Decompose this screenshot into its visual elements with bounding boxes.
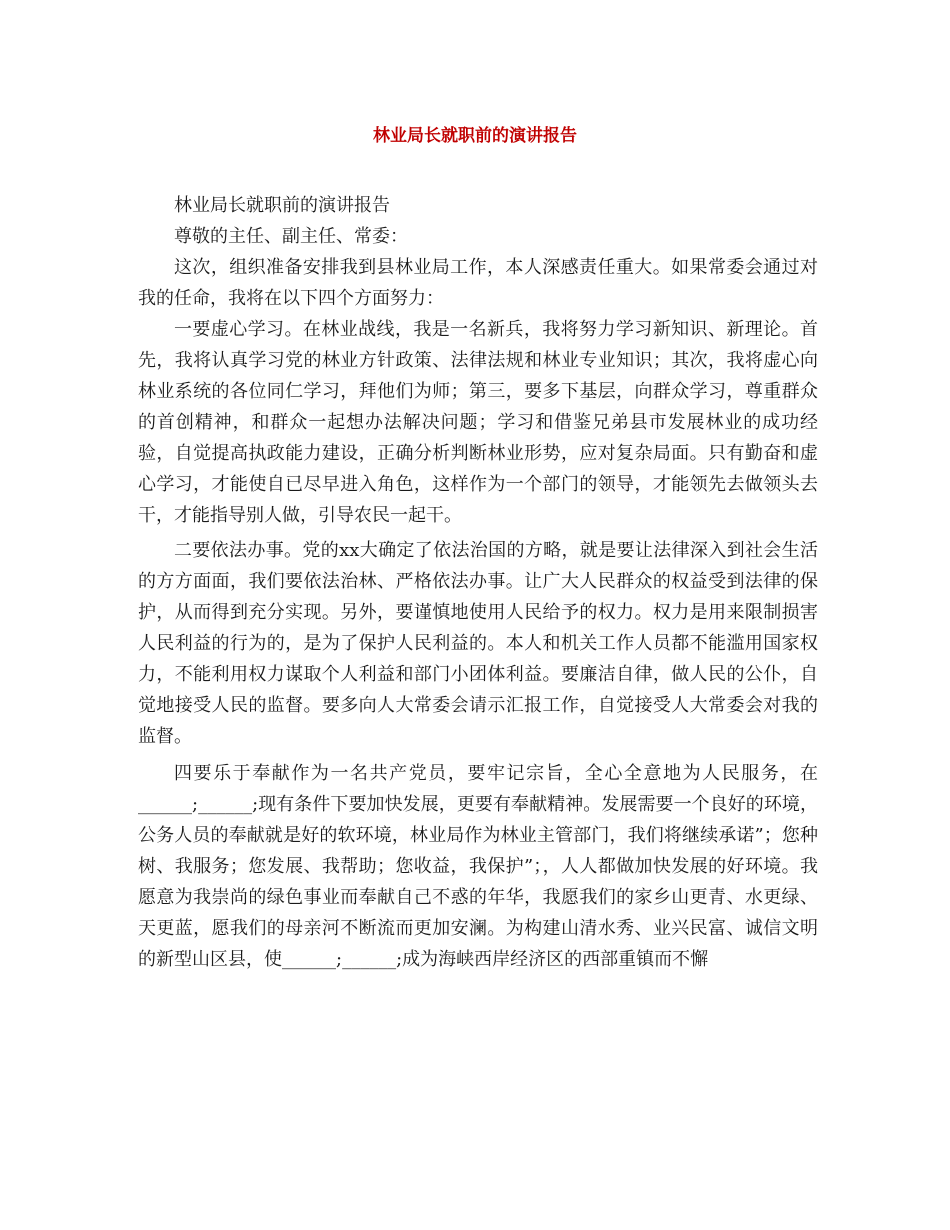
paragraph-point-two: 二要依法办事。党的xx大确定了依法治国的方略，就是要让法律深入到社会生活的方方面面，我们要依法治林、严格依法办事。让广大人民群众的权益受到法律的保护，从而得到充分实现。另外，要谨慎地使用人民给予的权力。权力是用来限制损害人民利益的行为的，是为了保护人民利益的。本人和机关工作人员都不能滥用国家权力，不能利用权力谋取个人利益和部门小团体利益。要廉洁自律，做人民的公仆，自觉地接受人民的监督。要多向人大常委会请示汇报工作，自觉接受人大常委会对我的监督。 xyxy=(138,540,818,747)
paragraph-point-one: 一要虚心学习。在林业战线，我是一名新兵，我将努力学习新知识、新理论。首先，我将认真学习党的林业方针政策、法律法规和林业专业知识；其次，我将虚心向林业系统的各位同仁学习，拜他们为师；第三，要多下基层，向群众学习，尊重群众的首创精神，和群众一起想办法解决问题；学习和借鉴兄弟县市发展林业的成功经验，自觉提高执政能力建设，正确分析判断林业形势，应对复杂局面。只有勤奋和虚心学习，才能使自已尽早进入角色，这样作为一个部门的领导，才能领先去做领头去干，才能指导别人做，引导农民一起干。 xyxy=(138,319,818,526)
paragraph-intro: 这次，组织准备安排我到县林业局工作，本人深感责任重大。如果常委会通过对我的任命，我将在以下四个方面努力： xyxy=(138,257,818,309)
paragraph-point-four: 四要乐于奉献作为一名共产党员，要牢记宗旨，全心全意地为人民服务，在______;______;现有条件下要加快发展，更要有奉献精神。发展需要一个良好的环境，公务人员的奉献就是好的软环境，林业局作为林业主管部门，我们将继续承诺”；您种树、我服务；您发展、我帮助；您收益，我保护”；，人人都做加快发展的好环境。我愿意为我崇尚的绿色事业而奉献自己不惑的年华，我愿我们的家乡山更青、水更绿、天更蓝，愿我们的母亲河不断流而更加安澜。为构建山清水秀、业兴民富、诚信文明的新型山区县，使______;______;成为海峡西岸经济区的西部重镇而不懈 xyxy=(138,763,818,970)
paragraph-subtitle: 林业局长就职前的演讲报告 xyxy=(174,195,390,216)
paragraph-salutation: 尊敬的主任、副主任、常委： xyxy=(174,226,408,247)
document-title: 林业局长就职前的演讲报告 xyxy=(373,126,577,146)
document-body xyxy=(138,190,818,975)
